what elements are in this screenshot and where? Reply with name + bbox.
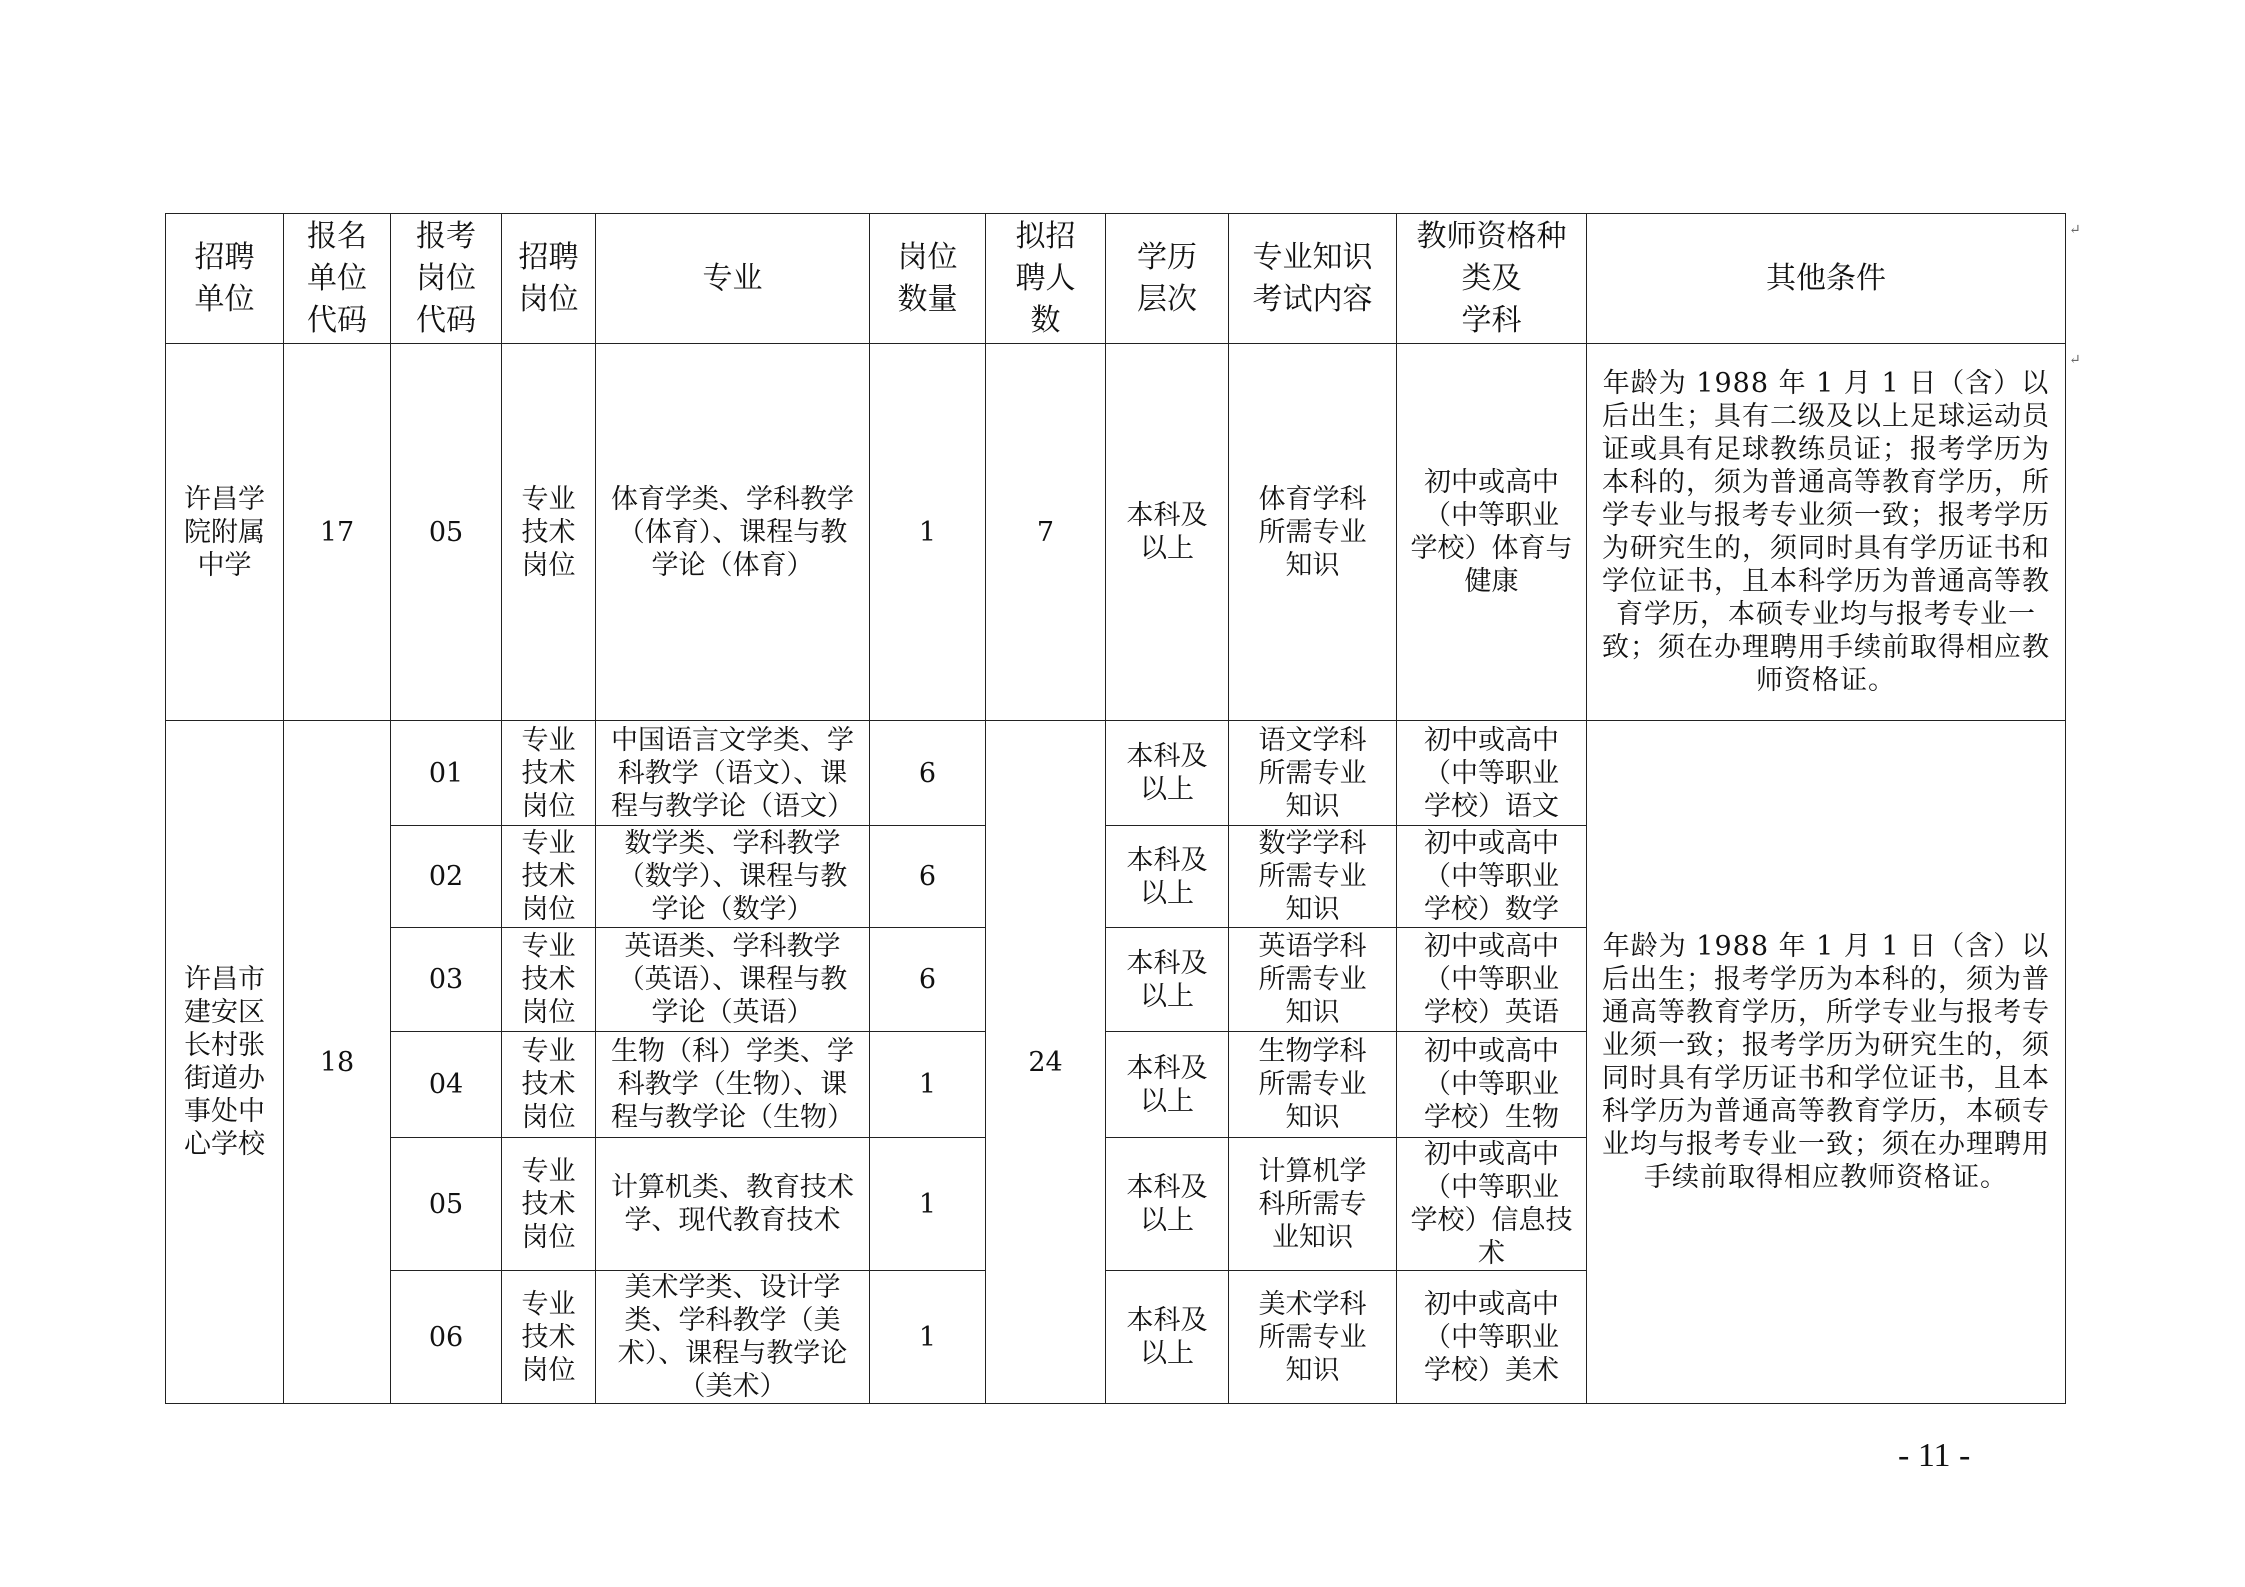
- major-cell: [596, 928, 870, 1032]
- major-cell: [596, 1032, 870, 1138]
- exam-cell: [1229, 1271, 1397, 1404]
- cert-subject: 初中或高中 （中等职业 学校）英语: [1424, 931, 1559, 1028]
- edu-level: 本科及 以上: [1126, 1172, 1208, 1236]
- table-row: [166, 344, 2066, 721]
- major-cell: [596, 1271, 870, 1404]
- edu-cell: [1106, 1032, 1229, 1138]
- edu-cell: [1106, 344, 1229, 721]
- header-post-code: [391, 214, 502, 344]
- paragraph-mark-icon: ↵: [2069, 222, 2081, 238]
- major-cell: [596, 344, 870, 721]
- header-hire-count: [986, 214, 1106, 344]
- post-count-cell: [870, 1138, 986, 1271]
- post-type: 专业 技术 岗位: [521, 1036, 576, 1133]
- page-number: - 11 -: [1898, 1437, 1971, 1474]
- header-major: [596, 214, 870, 344]
- post-code-cell: [391, 1032, 502, 1138]
- edu-cell: [1106, 721, 1229, 826]
- header-hire-count-label: 拟招 聘人 数: [1015, 218, 1076, 338]
- post-count-cell: [870, 344, 986, 721]
- post-cell: [502, 826, 596, 928]
- cert-subject: 初中或高中 （中等职业 学校）体育与 健康: [1410, 467, 1573, 597]
- post-count: 1: [918, 516, 937, 548]
- unit-code-cell: [284, 344, 391, 721]
- header-post: [502, 214, 596, 344]
- edu-level: 本科及 以上: [1126, 1052, 1208, 1117]
- header-unit-code-label: 报名 单位 代码: [307, 218, 367, 338]
- cert-cell: [1397, 1032, 1587, 1138]
- cert-subject: 初中或高中 （中等职业 学校）语文: [1424, 724, 1559, 822]
- header-post-label: 招聘 岗位: [518, 239, 579, 317]
- header-unit-code: [284, 214, 391, 344]
- cert-subject: 初中或高中 （中等职业 学校）生物: [1424, 1036, 1559, 1133]
- unit-code-cell: [284, 721, 391, 1404]
- post-count-cell: [870, 1271, 986, 1404]
- edu-cell: [1106, 1138, 1229, 1271]
- major-text: 计算机类、教育技术 学、现代教育技术: [611, 1172, 854, 1236]
- major-text: 英语类、学科教学 （英语）、课程与教 学论（英语）: [617, 931, 848, 1028]
- cert-cell: [1397, 344, 1587, 721]
- major-text: 美术学类、设计学 类、学科教学（美 术）、课程与教学论 （美术）: [617, 1272, 848, 1402]
- edu-level: 本科及 以上: [1126, 844, 1208, 909]
- cert-cell: [1397, 1271, 1587, 1404]
- post-count: 1: [918, 1321, 937, 1353]
- exam-cell: [1229, 826, 1397, 928]
- post-code: 03: [428, 964, 464, 995]
- post-cell: [502, 928, 596, 1032]
- post-count-cell: [870, 826, 986, 928]
- header-post-count: [870, 214, 986, 344]
- header-cert: [1397, 214, 1587, 344]
- post-count-cell: [870, 928, 986, 1032]
- cert-cell: [1397, 826, 1587, 928]
- exam-content: 计算机学 科所需专 业知识: [1258, 1155, 1367, 1253]
- post-count-cell: [870, 1032, 986, 1138]
- header-cert-label: 教师资格种 类及 学科: [1416, 218, 1567, 338]
- edu-cell: [1106, 826, 1229, 928]
- post-cell: [502, 1271, 596, 1404]
- header-edu-label: 学历 层次: [1137, 239, 1197, 317]
- unit-name-cell: [166, 344, 284, 721]
- post-cell: [502, 1032, 596, 1138]
- other-conditions-cell: [1587, 344, 2066, 721]
- edu-level: 本科及 以上: [1126, 741, 1208, 805]
- exam-cell: [1229, 928, 1397, 1032]
- hire-count-cell: [986, 721, 1106, 1404]
- post-count: 6: [918, 964, 937, 995]
- major-cell: [596, 721, 870, 826]
- post-code: 06: [428, 1321, 464, 1353]
- exam-content: 英语学科 所需专业 知识: [1258, 931, 1367, 1028]
- post-count: 1: [918, 1069, 937, 1100]
- header-post-count-label: 岗位 数量: [897, 239, 958, 317]
- exam-content: 数学学科 所需专业 知识: [1258, 828, 1367, 925]
- post-count: 6: [918, 757, 937, 789]
- post-cell: [502, 721, 596, 826]
- header-post-code-label: 报考 岗位 代码: [416, 218, 476, 338]
- post-type: 专业 技术 岗位: [521, 931, 576, 1028]
- post-code: 04: [428, 1069, 464, 1100]
- exam-content: 体育学科 所需专业 知识: [1258, 483, 1367, 581]
- post-type: 专业 技术 岗位: [521, 828, 576, 925]
- hire-count-cell: [986, 344, 1106, 721]
- post-code: 05: [428, 516, 464, 548]
- post-cell: [502, 1138, 596, 1271]
- unit-name: 许昌学 院附属 中学: [184, 483, 265, 581]
- post-code: 05: [428, 1188, 464, 1220]
- cert-subject: 初中或高中 （中等职业 学校）美术: [1424, 1288, 1559, 1386]
- edu-level: 本科及 以上: [1126, 947, 1208, 1012]
- post-count: 6: [918, 861, 937, 892]
- post-code-cell: [391, 928, 502, 1032]
- edu-level: 本科及 以上: [1126, 1305, 1208, 1369]
- exam-content: 生物学科 所需专业 知识: [1258, 1036, 1367, 1133]
- post-code: 02: [428, 861, 464, 892]
- post-type: 专业 技术 岗位: [521, 1155, 576, 1253]
- post-type: 专业 技术 岗位: [521, 1288, 576, 1386]
- edu-level: 本科及 以上: [1126, 500, 1208, 564]
- header-other-label: 其他条件: [1766, 260, 1886, 296]
- exam-cell: [1229, 1138, 1397, 1271]
- post-type: 专业 技术 岗位: [521, 724, 576, 822]
- edu-cell: [1106, 1271, 1229, 1404]
- header-major-label: 专业: [702, 260, 763, 296]
- post-code-cell: [391, 344, 502, 721]
- post-code-cell: [391, 826, 502, 928]
- major-text: 体育学类、学科教学 （体育）、课程与教 学论（体育）: [611, 483, 854, 581]
- post-count-cell: [870, 721, 986, 826]
- exam-cell: [1229, 1032, 1397, 1138]
- major-cell: [596, 826, 870, 928]
- header-exam-label: 专业知识 考试内容: [1252, 239, 1373, 317]
- other-conditions-cell: [1587, 721, 2066, 1404]
- other-conditions: 年龄为 1988 年 1 月 1 日（含）以后出生；报考学历为本科的，须为普通高等教育学历，所学专业与报考专业须一致；报考学历为研究生的，须同时具有学历证书和学位证书，且本科学历为普通高等教育学历，本硕专业均与报考专业一致；须在办理聘用手续前取得相应教师资格证。: [1602, 931, 2050, 1193]
- hire-count: 24: [1028, 1046, 1063, 1078]
- unit-code: 18: [319, 1046, 355, 1078]
- header-unit: [166, 214, 284, 344]
- other-conditions: 年龄为 1988 年 1 月 1 日（含）以后出生；具有二级及以上足球运动员证或具有足球教练员证；报考学历为本科的，须为普通高等教育学历，所学专业与报考专业须一致；报考学历为研究生的，须同时具有学历证书和学位证书，且本科学历为普通高等教育学历，本硕专业均与报考专业一致；须在办理聘用手续前取得相应教师资格证。: [1602, 368, 2050, 696]
- recruitment-table: [165, 213, 2066, 1404]
- exam-cell: [1229, 721, 1397, 826]
- exam-content: 美术学科 所需专业 知识: [1258, 1288, 1367, 1386]
- exam-cell: [1229, 344, 1397, 721]
- table-row: [166, 721, 2066, 826]
- exam-content: 语文学科 所需专业 知识: [1258, 724, 1367, 822]
- unit-name-cell: [166, 721, 284, 1404]
- post-count: 1: [918, 1188, 937, 1220]
- cert-cell: [1397, 928, 1587, 1032]
- header-exam: [1229, 214, 1397, 344]
- major-text: 中国语言文学类、学 科教学（语文）、课 程与教学论（语文）: [611, 724, 854, 822]
- post-code-cell: [391, 721, 502, 826]
- cert-subject: 初中或高中 （中等职业 学校）数学: [1424, 828, 1559, 925]
- post-cell: [502, 344, 596, 721]
- post-code-cell: [391, 1138, 502, 1271]
- major-cell: [596, 1138, 870, 1271]
- header-unit-label: 招聘 单位: [194, 239, 255, 317]
- cert-subject: 初中或高中 （中等职业 学校）信息技 术: [1410, 1139, 1573, 1269]
- post-code: 01: [428, 757, 464, 789]
- post-code-cell: [391, 1271, 502, 1404]
- header-row: [166, 214, 2066, 344]
- cert-cell: [1397, 721, 1587, 826]
- hire-count: 7: [1036, 516, 1055, 548]
- major-text: 生物（科）学类、学 科教学（生物）、课 程与教学论（生物）: [611, 1036, 854, 1133]
- post-type: 专业 技术 岗位: [521, 483, 576, 581]
- major-text: 数学类、学科教学 （数学）、课程与教 学论（数学）: [617, 828, 848, 925]
- unit-name: 许昌市 建安区 长村张 街道办 事处中 心学校: [184, 964, 265, 1160]
- header-other: [1587, 214, 2066, 344]
- cert-cell: [1397, 1138, 1587, 1271]
- paragraph-mark-icon: ↵: [2069, 352, 2081, 368]
- header-edu: [1106, 214, 1229, 344]
- edu-cell: [1106, 928, 1229, 1032]
- unit-code: 17: [319, 516, 355, 548]
